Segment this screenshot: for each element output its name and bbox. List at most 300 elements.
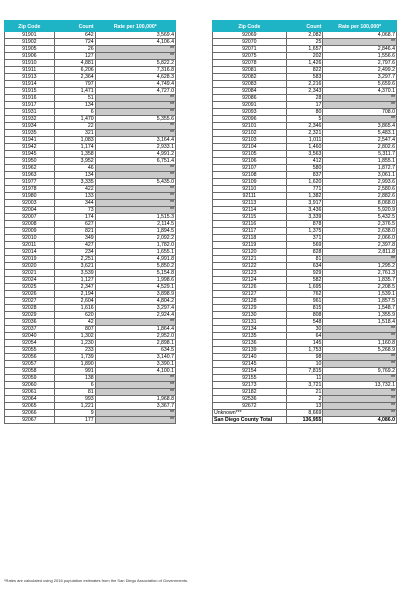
- table-row: [213, 389, 397, 396]
- table-row: [213, 186, 397, 193]
- zip-code-cell: 92082: [213, 74, 287, 81]
- zip-code-cell: 92003: [5, 200, 55, 207]
- rate-cell: 2,376.5: [323, 221, 397, 228]
- count-cell: 4,881: [54, 60, 95, 67]
- table-row: [213, 109, 397, 116]
- count-cell: 762: [286, 291, 323, 298]
- left-table-body: [5, 32, 176, 424]
- count-cell: 349: [54, 235, 95, 242]
- rate-cell: **: [95, 165, 175, 172]
- table-row: [5, 193, 176, 200]
- zip-code-cell: 92014: [5, 249, 55, 256]
- count-cell: 1,230: [54, 340, 95, 347]
- count-cell: 642: [54, 32, 95, 39]
- rate-cell: **: [323, 403, 397, 410]
- rate-cell: 3,569.4: [95, 32, 175, 39]
- rate-cell: 2,882.6: [323, 193, 397, 200]
- count-cell: 634: [286, 263, 323, 270]
- rate-cell: 2,811.8: [323, 249, 397, 256]
- rate-cell: 3,865.4: [323, 123, 397, 130]
- zip-code-cell: 92111: [213, 193, 287, 200]
- zip-code-cell: 92037: [5, 326, 55, 333]
- zip-code-cell: 92007: [5, 214, 55, 221]
- count-cell: 5: [286, 116, 323, 123]
- rate-cell: 5,850.2: [95, 263, 175, 270]
- count-cell: 46: [54, 165, 95, 172]
- count-cell: 3,563: [286, 151, 323, 158]
- count-cell: 583: [286, 74, 323, 81]
- rate-cell: 2,066.0: [323, 235, 397, 242]
- count-cell: 344: [54, 200, 95, 207]
- table-row: [5, 144, 176, 151]
- table-row: [5, 179, 176, 186]
- zip-code-cell: 91942: [5, 144, 55, 151]
- zip-code-cell: 92086: [213, 95, 287, 102]
- table-row: [5, 207, 176, 214]
- zip-code-cell: 91962: [5, 165, 55, 172]
- right-zip-table: [212, 20, 397, 424]
- table-row: [5, 403, 176, 410]
- rate-cell: **: [95, 319, 175, 326]
- count-cell: 808: [286, 312, 323, 319]
- zip-code-cell: 91932: [5, 116, 55, 123]
- rate-cell: **: [95, 207, 175, 214]
- zip-code-cell: 92672: [213, 403, 287, 410]
- table-row: [213, 277, 397, 284]
- zip-code-cell: 92069: [213, 32, 287, 39]
- table-row: [5, 221, 176, 228]
- table-row: [213, 60, 397, 67]
- zip-code-cell: 92091: [213, 102, 287, 109]
- header-row: [5, 21, 176, 32]
- zip-code-cell: 92135: [213, 333, 287, 340]
- zip-code-cell: 92131: [213, 319, 287, 326]
- table-row: [213, 46, 397, 53]
- rate-cell: **: [95, 172, 175, 179]
- table-row: [5, 67, 176, 74]
- table-row: [213, 333, 397, 340]
- count-cell: 174: [54, 214, 95, 221]
- zip-code-cell: 92104: [213, 144, 287, 151]
- count-cell: 177: [54, 417, 95, 424]
- count-cell: 321: [54, 130, 95, 137]
- count-cell: 138: [54, 375, 95, 382]
- count-cell: 1,460: [286, 144, 323, 151]
- count-cell: 81: [286, 256, 323, 263]
- count-cell: 13: [286, 403, 323, 410]
- table-row: [5, 158, 176, 165]
- rate-cell: 4,106.4: [95, 39, 175, 46]
- count-cell: 2,251: [54, 256, 95, 263]
- count-cell: 620: [54, 312, 95, 319]
- zip-code-cell: 92129: [213, 305, 287, 312]
- count-cell: 821: [54, 228, 95, 235]
- count-cell: 1,739: [54, 354, 95, 361]
- zip-code-cell: 92055: [5, 347, 55, 354]
- zip-code-cell: 92081: [213, 67, 287, 74]
- rate-cell: 2,993.6: [323, 179, 397, 186]
- table-row: [5, 305, 176, 312]
- count-cell: 3,721: [286, 382, 323, 389]
- rate-cell: **: [323, 326, 397, 333]
- rate-cell: **: [95, 46, 175, 53]
- rate-cell: 1,160.8: [323, 340, 397, 347]
- rate-cell: 4,727.0: [95, 88, 175, 95]
- rate-cell: 1,864.4: [95, 326, 175, 333]
- count-cell: 1,753: [286, 347, 323, 354]
- zip-code-cell: 91916: [5, 95, 55, 102]
- zip-code-cell: 92154: [213, 368, 287, 375]
- table-row: [213, 235, 397, 242]
- count-cell: 724: [54, 39, 95, 46]
- count-cell: 412: [286, 158, 323, 165]
- count-cell: 991: [54, 368, 95, 375]
- table-row: [213, 270, 397, 277]
- count-cell: 1,011: [286, 137, 323, 144]
- count-cell: 133: [54, 193, 95, 200]
- table-row: [5, 116, 176, 123]
- rate-cell: **: [95, 382, 175, 389]
- count-cell: 627: [54, 221, 95, 228]
- count-cell: 127: [54, 53, 95, 60]
- rate-header: Rate per 100,000*: [95, 21, 175, 32]
- count-cell: 22: [54, 123, 95, 130]
- table-row: [213, 291, 397, 298]
- zip-code-cell: 92040: [5, 333, 55, 340]
- rate-cell: **: [95, 186, 175, 193]
- zip-code-cell: 91980: [5, 193, 55, 200]
- zip-code-cell: 92025: [5, 284, 55, 291]
- count-cell: 1,358: [54, 151, 95, 158]
- table-row: [5, 172, 176, 179]
- count-cell: 134: [54, 102, 95, 109]
- table-row: [213, 242, 397, 249]
- rate-cell: **: [95, 389, 175, 396]
- table-row: [5, 228, 176, 235]
- count-cell: 771: [286, 186, 323, 193]
- count-cell: 64: [286, 333, 323, 340]
- rate-cell: 1,872.7: [323, 165, 397, 172]
- count-cell: 3,539: [54, 270, 95, 277]
- count-cell: 427: [54, 242, 95, 249]
- rate-cell: 2,924.4: [95, 312, 175, 319]
- rate-cell: 2,208.5: [323, 284, 397, 291]
- table-row: [213, 228, 397, 235]
- rate-cell: 1,998.6: [95, 277, 175, 284]
- left-zip-table: [4, 20, 176, 424]
- rate-cell: 5,435.0: [95, 179, 175, 186]
- zip-code-cell: 92134: [213, 326, 287, 333]
- count-cell: 822: [286, 67, 323, 74]
- rate-cell: 5,268.9: [323, 347, 397, 354]
- zip-code-cell: 92136: [213, 340, 287, 347]
- table-row: [213, 354, 397, 361]
- rate-cell: **: [323, 256, 397, 263]
- rate-cell: **: [95, 95, 175, 102]
- zip-code-cell: 92107: [213, 165, 287, 172]
- zip-code-cell: 92096: [213, 116, 287, 123]
- count-cell: 1,657: [286, 46, 323, 53]
- rate-cell: 1,295.2: [323, 263, 397, 270]
- table-row: [213, 382, 397, 389]
- rate-cell: 2,114.5: [95, 221, 175, 228]
- table-row: [213, 214, 397, 221]
- table-row: [213, 67, 397, 74]
- count-cell: 2,194: [54, 291, 95, 298]
- zip-code-cell: 92057: [5, 361, 55, 368]
- rate-cell: **: [323, 396, 397, 403]
- count-cell: 26: [54, 46, 95, 53]
- zip-code-cell: 92114: [213, 207, 287, 214]
- count-cell: 797: [54, 81, 95, 88]
- rate-cell: **: [95, 123, 175, 130]
- rate-cell: **: [323, 361, 397, 368]
- count-cell: 1,426: [286, 60, 323, 67]
- zip-code-cell: 92182: [213, 389, 287, 396]
- zip-code-cell: 92070: [213, 39, 287, 46]
- table-row: [5, 417, 176, 424]
- rate-cell: **: [323, 410, 397, 417]
- count-cell: 136,955: [286, 417, 323, 424]
- table-row: [5, 74, 176, 81]
- table-row: [213, 179, 397, 186]
- rate-cell: 1,835.7: [323, 277, 397, 284]
- count-cell: 234: [54, 249, 95, 256]
- table-row: [5, 130, 176, 137]
- count-cell: 25: [286, 39, 323, 46]
- rate-cell: 2,933.1: [95, 144, 175, 151]
- zip-code-cell: 92126: [213, 284, 287, 291]
- count-cell: 2,347: [54, 284, 95, 291]
- count-cell: 837: [286, 172, 323, 179]
- table-row: [5, 284, 176, 291]
- rate-cell: **: [323, 116, 397, 123]
- count-cell: 30: [286, 326, 323, 333]
- rate-cell: **: [323, 39, 397, 46]
- zip-code-cell: 92020: [5, 263, 55, 270]
- rate-cell: 4,068.7: [323, 32, 397, 39]
- table-row: [5, 39, 176, 46]
- table-row: [5, 60, 176, 67]
- count-cell: 3,436: [286, 207, 323, 214]
- zip-code-cell: 92119: [213, 242, 287, 249]
- zip-code-cell: 91935: [5, 130, 55, 137]
- zip-code-cell: 92139: [213, 347, 287, 354]
- count-cell: 807: [54, 326, 95, 333]
- table-row: [213, 375, 397, 382]
- rate-cell: 4,804.2: [95, 298, 175, 305]
- zip-code-cell: 92122: [213, 263, 287, 270]
- zip-code-cell: 91906: [5, 53, 55, 60]
- table-row: [5, 410, 176, 417]
- rate-cell: 2,952.0: [95, 333, 175, 340]
- zip-code-cell: 91914: [5, 81, 55, 88]
- table-row: [5, 102, 176, 109]
- rate-cell: 2,761.3: [323, 270, 397, 277]
- rate-cell: **: [323, 389, 397, 396]
- rate-cell: 5,822.2: [95, 60, 175, 67]
- rate-cell: 3,390.1: [95, 361, 175, 368]
- count-cell: 1,471: [54, 88, 95, 95]
- table-row: [5, 375, 176, 382]
- count-cell: 1,470: [54, 116, 95, 123]
- zip-code-cell: 92105: [213, 151, 287, 158]
- zip-code-cell: 91915: [5, 88, 55, 95]
- count-cell: 2,321: [286, 130, 323, 137]
- table-row: [5, 354, 176, 361]
- rate-cell: 5,311.7: [323, 151, 397, 158]
- table-row: [213, 158, 397, 165]
- table-row: [5, 186, 176, 193]
- table-row: [213, 81, 397, 88]
- zip-code-cell: 91934: [5, 123, 55, 130]
- count-cell: 3,952: [54, 158, 95, 165]
- rate-cell: 4,370.1: [323, 88, 397, 95]
- table-row: [213, 200, 397, 207]
- table-row: [5, 214, 176, 221]
- count-cell: 73: [54, 207, 95, 214]
- zip-code-cell: 92067: [5, 417, 55, 424]
- zip-code-cell: 92123: [213, 270, 287, 277]
- zip-code-cell: 92110: [213, 186, 287, 193]
- zip-code-cell: 92117: [213, 228, 287, 235]
- zip-code-cell: 91941: [5, 137, 55, 144]
- table-row: [213, 284, 397, 291]
- table-row: [5, 291, 176, 298]
- table-row: [213, 249, 397, 256]
- table-row: [213, 123, 397, 130]
- count-cell: 2,346: [286, 123, 323, 130]
- rate-cell: **: [95, 193, 175, 200]
- table-row: [5, 389, 176, 396]
- table-row: [213, 137, 397, 144]
- rate-cell: 5,355.6: [95, 116, 175, 123]
- table-row: [5, 319, 176, 326]
- count-cell: 580: [286, 165, 323, 172]
- count-header: Count: [54, 21, 95, 32]
- zip-code-cell: 92536: [213, 396, 287, 403]
- count-cell: 961: [286, 298, 323, 305]
- zip-code-cell: 92059: [5, 375, 55, 382]
- table-row: [5, 361, 176, 368]
- rate-cell: 7,316.8: [95, 67, 175, 74]
- zip-code-cell: 91931: [5, 109, 55, 116]
- rate-cell: 4,628.3: [95, 74, 175, 81]
- rate-cell: 8,068.0: [323, 200, 397, 207]
- rate-cell: 5,154.8: [95, 270, 175, 277]
- rate-cell: 3,297.4: [95, 305, 175, 312]
- rate-cell: 4,749.4: [95, 81, 175, 88]
- count-cell: 42: [54, 319, 95, 326]
- zip-code-cell: 91911: [5, 67, 55, 74]
- zip-code-header: Zip Code: [5, 21, 55, 32]
- zip-code-cell: 92102: [213, 130, 287, 137]
- rate-cell: 634.5: [95, 347, 175, 354]
- table-row: [5, 249, 176, 256]
- count-cell: 98: [286, 354, 323, 361]
- count-cell: 3,917: [286, 200, 323, 207]
- count-cell: 878: [286, 221, 323, 228]
- rate-cell: 1,655.1: [95, 249, 175, 256]
- table-row: [213, 32, 397, 39]
- rate-cell: 5,483.1: [323, 130, 397, 137]
- table-row: [5, 200, 176, 207]
- rate-cell: 1,355.9: [323, 312, 397, 319]
- table-row: [5, 95, 176, 102]
- count-cell: 569: [286, 242, 323, 249]
- zip-code-cell: 92066: [5, 410, 55, 417]
- zip-code-cell: 91950: [5, 158, 55, 165]
- count-cell: 134: [54, 172, 95, 179]
- rate-cell: **: [95, 410, 175, 417]
- zip-code-cell: 92106: [213, 158, 287, 165]
- zip-code-cell: 92173: [213, 382, 287, 389]
- table-row: [213, 102, 397, 109]
- zip-code-cell: 92011: [5, 242, 55, 249]
- rate-cell: 2,638.0: [323, 228, 397, 235]
- zip-code-cell: 92108: [213, 172, 287, 179]
- rate-cell: 2,802.6: [323, 144, 397, 151]
- zip-code-cell: 91901: [5, 32, 55, 39]
- rate-cell: 1,515.3: [95, 214, 175, 221]
- count-cell: 1,382: [286, 193, 323, 200]
- table-row: [213, 53, 397, 60]
- table-row: [5, 109, 176, 116]
- table-row: [5, 368, 176, 375]
- count-cell: 202: [286, 53, 323, 60]
- count-cell: 3,335: [54, 179, 95, 186]
- zip-code-cell: 92065: [5, 403, 55, 410]
- rate-cell: 1,548.7: [323, 305, 397, 312]
- rate-cell: **: [323, 95, 397, 102]
- zip-code-cell: 92056: [5, 354, 55, 361]
- rate-cell: 5,659.6: [323, 81, 397, 88]
- zip-code-cell: 92071: [213, 46, 287, 53]
- zip-code-cell: 92078: [213, 60, 287, 67]
- count-cell: 1,375: [286, 228, 323, 235]
- table-row: [213, 312, 397, 319]
- rate-cell: 1,782.0: [95, 242, 175, 249]
- zip-code-cell: 92113: [213, 200, 287, 207]
- rate-cell: 2,547.4: [323, 137, 397, 144]
- zip-code-cell: 92064: [5, 396, 55, 403]
- rate-header: Rate per 100,000*: [323, 21, 397, 32]
- zip-code-cell: 92155: [213, 375, 287, 382]
- zip-code-cell: 91910: [5, 60, 55, 67]
- count-cell: 2,082: [286, 32, 323, 39]
- count-cell: 1,083: [54, 137, 95, 144]
- table-row: [213, 151, 397, 158]
- rate-cell: 708.0: [323, 109, 397, 116]
- table-row: [213, 403, 397, 410]
- rate-cell: **: [323, 375, 397, 382]
- rate-cell: 6,751.4: [95, 158, 175, 165]
- rate-cell: 1,539.1: [323, 291, 397, 298]
- rate-cell: 2,898.1: [95, 340, 175, 347]
- rate-cell: 2,397.8: [323, 242, 397, 249]
- table-row: [5, 123, 176, 130]
- rate-cell: 4,086.0: [323, 417, 397, 424]
- zip-code-cell: 92028: [5, 305, 55, 312]
- table-row: [213, 74, 397, 81]
- count-cell: 81: [54, 389, 95, 396]
- table-row: [5, 137, 176, 144]
- zip-code-cell: 91963: [5, 172, 55, 179]
- rate-cell: 1,556.6: [323, 53, 397, 60]
- rate-cell: 9,769.2: [323, 368, 397, 375]
- table-row: [213, 39, 397, 46]
- table-row: [213, 298, 397, 305]
